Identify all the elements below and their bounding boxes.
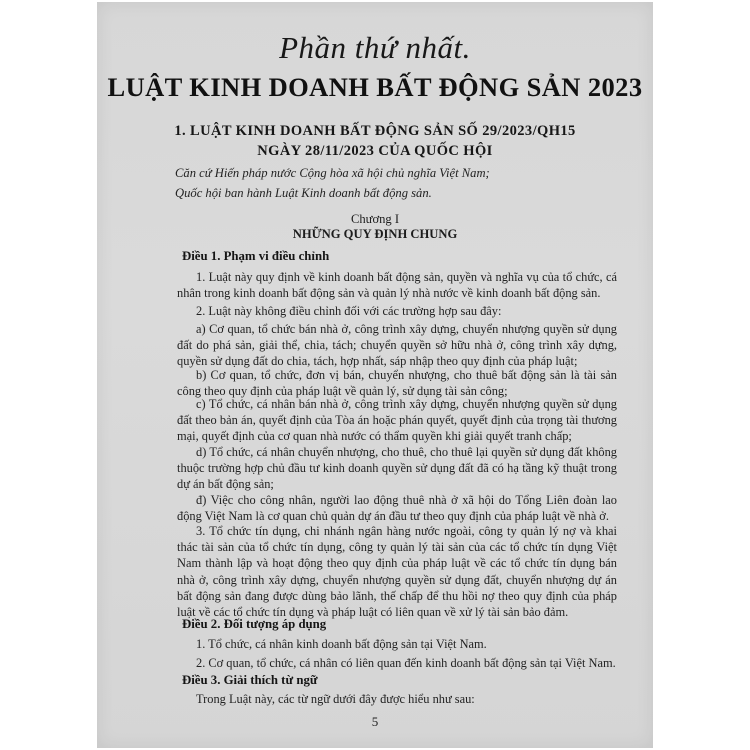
chapter-title: NHỮNG QUY ĐỊNH CHUNG (292, 227, 458, 241)
article-1-para-c: c) Tổ chức, cá nhân bán nhà ở, công trình xây dựng, chuyển nhượng quyền sử dụng đất theo bản án, quyết định của Tòa án hoặc phán quyết, quyết định của trọng tài thương mại, quyết định của cơ quan nhà nước có thẩm quyền khi giải quyết tranh chấp; (177, 397, 617, 444)
article-1-para-dd: đ) Việc cho công nhân, người lao động thuê nhà ở xã hội do Tổng Liên đoàn lao động Việt Nam là cơ quan chủ quản dự án đầu tư theo quy định của pháp luật về nhà ở. (177, 493, 617, 524)
page-number: 5 (371, 714, 379, 729)
chapter-number: Chương I (350, 212, 400, 226)
law-heading-line-2: NGÀY 28/11/2023 CỦA QUỐC HỘI (257, 143, 493, 159)
article-3-para-1: Trong Luật này, các từ ngữ dưới đây được hiểu như sau: (196, 692, 475, 706)
preamble-line-2: Quốc hội ban hành Luật Kinh doanh bất động sản. (175, 186, 432, 200)
book-page (97, 2, 653, 748)
article-1-para-3: 3. Tổ chức tín dụng, chi nhánh ngân hàng nước ngoài, công ty quản lý nợ và khai thác tài sản của tổ chức tín dụng, công ty quản lý tài sản của các tổ chức tín dụng Việt Nam thành lập và hoạt động theo quy định của pháp luật về các tổ chức tín dụng bán nhà ở, công trình xây dựng, chuyển nhượng quyền sử dụng đất, chuyển nhượng dự án bất động sản đang được dùng bảo lãnh, thế chấp để thu hồi nợ theo quy định của pháp luật về các tổ chức tín dụng và pháp luật có liên quan về xử lý tài sản bảo đảm. (177, 524, 617, 620)
article-2-heading: Điều 2. Đối tượng áp dụng (182, 617, 327, 631)
law-heading-line-1: 1. LUẬT KINH DOANH BẤT ĐỘNG SẢN SỐ 29/2023/QH15 (174, 123, 576, 139)
part-title: Phần thứ nhất. (279, 30, 471, 65)
article-3-heading: Điều 3. Giải thích từ ngữ (182, 673, 318, 687)
main-title: LUẬT KINH DOANH BẤT ĐỘNG SẢN 2023 (107, 72, 643, 102)
article-1-para-2: 2. Luật này không điều chỉnh đối với các trường hợp sau đây: (196, 304, 502, 318)
article-2-para-1: 1. Tổ chức, cá nhân kinh doanh bất động sản tại Việt Nam. (196, 637, 487, 651)
article-1-heading: Điều 1. Phạm vi điều chỉnh (182, 249, 330, 263)
preamble-line-1: Căn cứ Hiến pháp nước Cộng hòa xã hội chủ nghĩa Việt Nam; (175, 166, 490, 180)
article-2-para-2: 2. Cơ quan, tổ chức, cá nhân có liên quan đến kinh doanh bất động sản tại Việt Nam. (196, 656, 616, 670)
article-1-para-b: b) Cơ quan, tổ chức, đơn vị bán, chuyển nhượng, cho thuê bất động sản là tài sản công theo quy định của pháp luật về quản lý, sử dụng tài sản công; (177, 368, 617, 399)
article-1-para-1: 1. Luật này quy định về kinh doanh bất động sản, quyền và nghĩa vụ của tổ chức, cá nhân trong kinh doanh bất động sản và quản lý nhà nước về kinh doanh bất động sản. (177, 270, 617, 301)
article-1-para-a: a) Cơ quan, tổ chức bán nhà ở, công trình xây dựng, chuyển nhượng quyền sử dụng đất do phá sản, giải thể, chia, tách; chuyển quyền sở hữu nhà ở, công trình xây dựng, quyền sử dụng đất do chia, tách, hợp nhất, sáp nhập theo quy định của pháp luật; (177, 322, 617, 369)
article-1-para-d: d) Tổ chức, cá nhân chuyển nhượng, cho thuê, cho thuê lại quyền sử dụng đất không thuộc trường hợp chủ đầu tư kinh doanh quyền sử dụng đất đã có hạ tầng kỹ thuật trong dự án bất động sản; (177, 445, 617, 492)
